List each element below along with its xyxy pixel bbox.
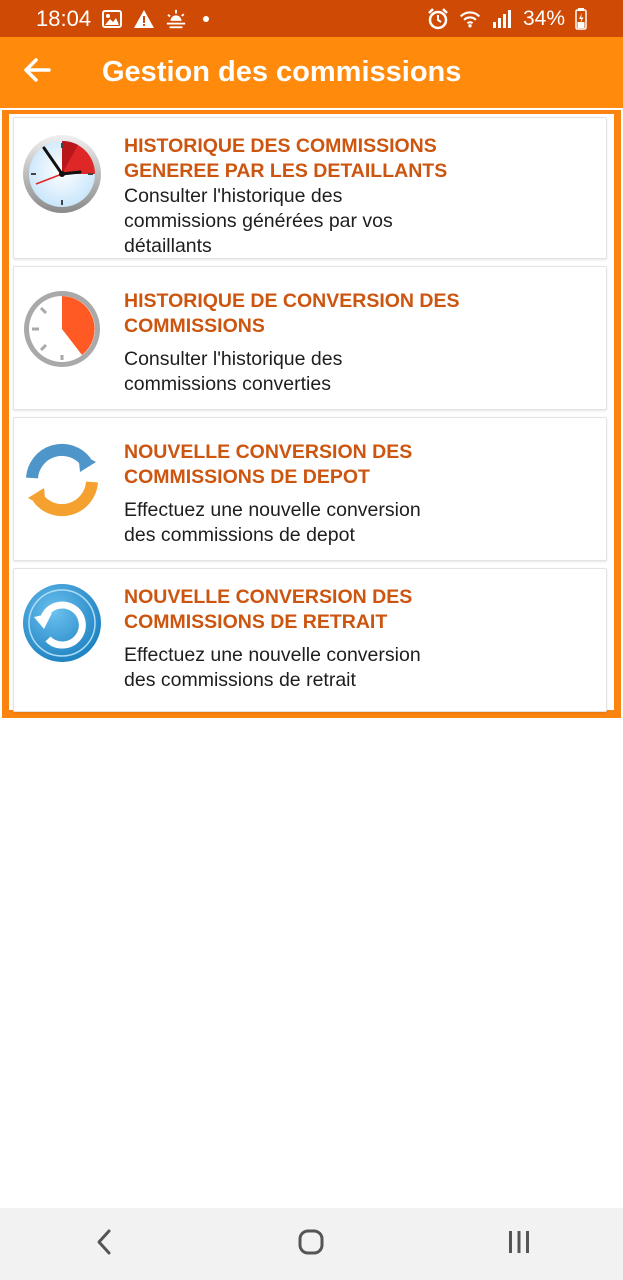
battery-percent: 34% [522,6,565,30]
menu-item-description: Consulter l'historique des [124,348,343,370]
wifi-icon [459,8,481,30]
menu-item-title: GENEREE PAR LES DETAILLANTS [124,160,448,182]
menu-item-title: HISTORIQUE DE CONVERSION DES [124,290,460,312]
menu-item-description: commissions converties [124,373,331,395]
timer-icon [22,289,102,369]
dot-icon [203,16,209,22]
undo-circle-icon [22,583,102,663]
menu-item-description: des commissions de retrait [124,669,356,691]
menu-list [9,114,614,710]
menu-item-title: COMMISSIONS [124,315,265,337]
recents-nav-icon [506,1229,532,1260]
menu-item-title: COMMISSIONS DE RETRAIT [124,611,388,633]
menu-item-commission-history[interactable] [13,117,607,259]
status-bar [0,0,623,37]
menu-item-description: détaillants [124,235,212,257]
battery-icon [575,8,587,30]
menu-item-withdrawal-conversion[interactable] [13,568,607,712]
menu-item-title: COMMISSIONS DE DEPOT [124,466,370,488]
app-bar [0,37,623,108]
warning-icon [133,8,155,30]
page-title: Gestion des commissions [102,56,462,88]
menu-panel [2,110,621,718]
menu-item-description: Consulter l'historique des [124,185,343,207]
arrow-left-icon [23,56,51,89]
status-time: 18:04 [36,5,92,31]
menu-item-title: NOUVELLE CONVERSION DES [124,441,413,463]
gallery-icon [101,8,123,30]
alarm-icon [427,8,449,30]
home-nav-icon [297,1228,325,1261]
back-nav-icon [94,1228,114,1261]
menu-item-title: NOUVELLE CONVERSION DES [124,586,413,608]
nav-back-button[interactable] [64,1214,144,1274]
back-button[interactable] [0,37,82,108]
clock-icon [22,134,102,214]
weather-icon [165,8,187,30]
nav-home-button[interactable] [271,1214,351,1274]
refresh-cycle-icon [22,440,102,520]
system-nav-bar [0,1208,623,1280]
menu-item-description: Effectuez une nouvelle conversion [124,644,421,666]
signal-icon [491,8,513,30]
menu-item-description: commissions générées par vos [124,210,393,232]
menu-item-deposit-conversion[interactable] [13,417,607,561]
menu-item-conversion-history[interactable] [13,266,607,410]
nav-recents-button[interactable] [479,1214,559,1274]
menu-item-description: des commissions de depot [124,524,355,546]
menu-item-description: Effectuez une nouvelle conversion [124,499,421,521]
menu-item-title: HISTORIQUE DES COMMISSIONS [124,135,437,157]
